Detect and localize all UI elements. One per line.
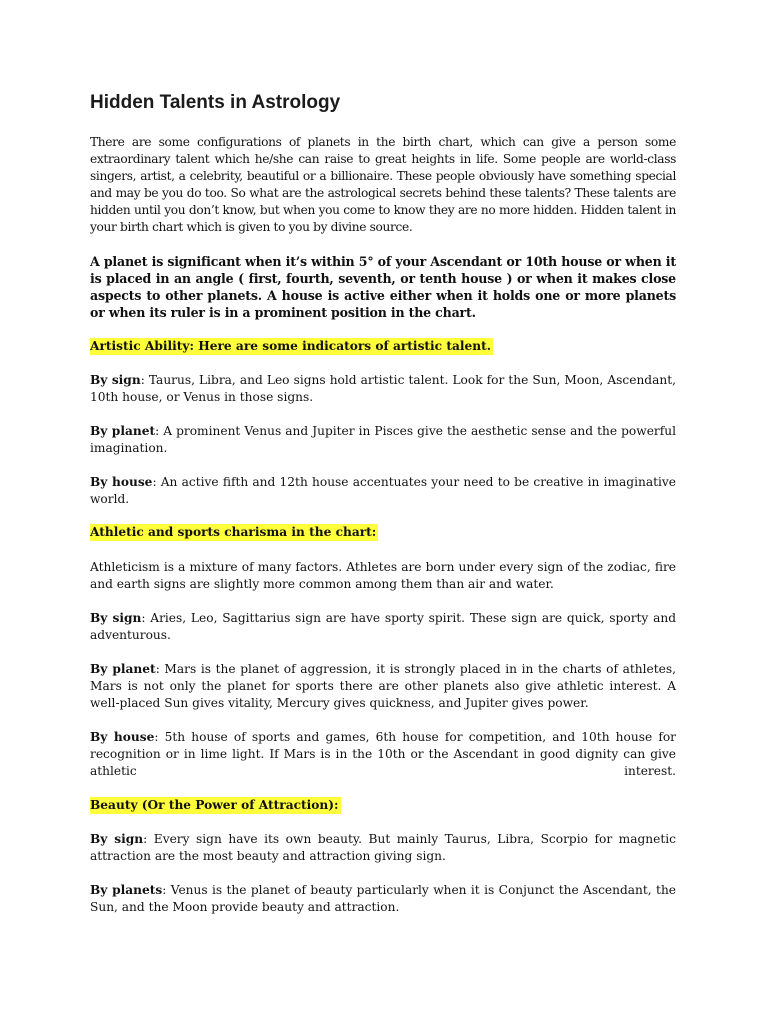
artistic-by-house xyxy=(90,474,676,508)
athletic-heading: Athletic and sports charisma in the chart: xyxy=(90,525,377,539)
artistic-by-house-text: : An active fifth and 12th house accentuates your need to be creative in imaginative world. xyxy=(90,475,676,506)
beauty-by-sign xyxy=(90,831,676,865)
artistic-heading: Artistic Ability: Here are some indicators of artistic talent. xyxy=(90,339,491,353)
artistic-by-planet-label: By planet xyxy=(90,424,156,438)
athletic-heading-line xyxy=(90,524,676,541)
artistic-heading-line xyxy=(90,338,676,355)
intro-paragraph: There are some configurations of planets in the birth chart, which can give a person some extraordinary talent which he/she can raise to great heights in life. Some people are world-class singers, artist, a celebrity, beautiful or a billionaire. These people obviously have something special and may be you do too. So what are the astrological secrets behind these talents? These talents are hidden until you don’t know, but when you come to know they are no more hidden. Hidden talent in your birth chart which is given to you by divine source. xyxy=(90,135,676,234)
page-title: Hidden Talents in Astrology xyxy=(90,92,341,113)
beauty-by-sign-text: : Every sign have its own beauty. But mainly Taurus, Libra, Scorpio for magnetic attraction are the most beauty and attraction giving sign. xyxy=(90,832,676,863)
athletic-by-planet-label: By planet xyxy=(90,662,156,676)
athletic-by-house xyxy=(90,729,676,780)
beauty-by-planets xyxy=(90,882,676,916)
artistic-by-sign-label: By sign xyxy=(90,373,141,387)
beauty-by-planets-text: : Venus is the planet of beauty particularly when it is Conjunct the Ascendant, the Sun, and the Moon provide beauty and attraction. xyxy=(90,883,677,914)
athletic-by-house-label: By house xyxy=(90,730,155,744)
beauty-by-planets-label: By planets xyxy=(90,883,163,897)
beauty-heading-line xyxy=(90,797,676,814)
beauty-by-sign-label: By sign xyxy=(90,832,144,846)
athletic-by-sign-text: : Aries, Leo, Sagittarius sign are have sporty spirit. These sign are quick, sporty and adventurous. xyxy=(90,611,676,642)
artistic-by-sign-text: : Taurus, Libra, and Leo signs hold artistic talent. Look for the Sun, Moon, Ascendant, 10th house, or Venus in those signs. xyxy=(90,373,676,404)
athletic-by-planet-text: : Mars is the planet of aggression, it is strongly placed in in the charts of athletes, Mars is not only the planet for sports there are other planets also give athletic interest. A well-placed Sun gives vitality, Mercury gives quickness, and Jupiter gives power. xyxy=(90,662,677,710)
artistic-by-planet-text: : A prominent Venus and Jupiter in Pisces give the aesthetic sense and the powerful imagination. xyxy=(90,424,676,455)
athletic-by-sign-label: By sign xyxy=(90,611,142,625)
significance-paragraph: A planet is significant when it’s within 5° of your Ascendant or 10th house or when it is placed in an angle ( first, fourth, seventh, or tenth house ) or when it makes close aspects to other planets. A house is active either when it holds one or more planets or when its ruler is in a prominent position in the chart. xyxy=(90,254,676,320)
artistic-by-sign xyxy=(90,372,676,406)
artistic-by-planet xyxy=(90,423,676,457)
athletic-by-sign xyxy=(90,610,676,644)
athletic-intro: Athleticism is a mixture of many factors. Athletes are born under every sign of the zodiac, fire and earth signs are slightly more common among them than air and water. xyxy=(90,560,676,591)
artistic-by-house-label: By house xyxy=(90,475,153,489)
beauty-heading: Beauty (Or the Power of Attraction): xyxy=(90,798,339,812)
athletic-by-house-text: : 5th house of sports and games, 6th house for competition, and 10th house for recognition or in lime light. If Mars is in the 10th or the Ascendant in good dignity can give athletic interest. xyxy=(90,730,676,778)
athletic-by-planet xyxy=(90,661,676,712)
